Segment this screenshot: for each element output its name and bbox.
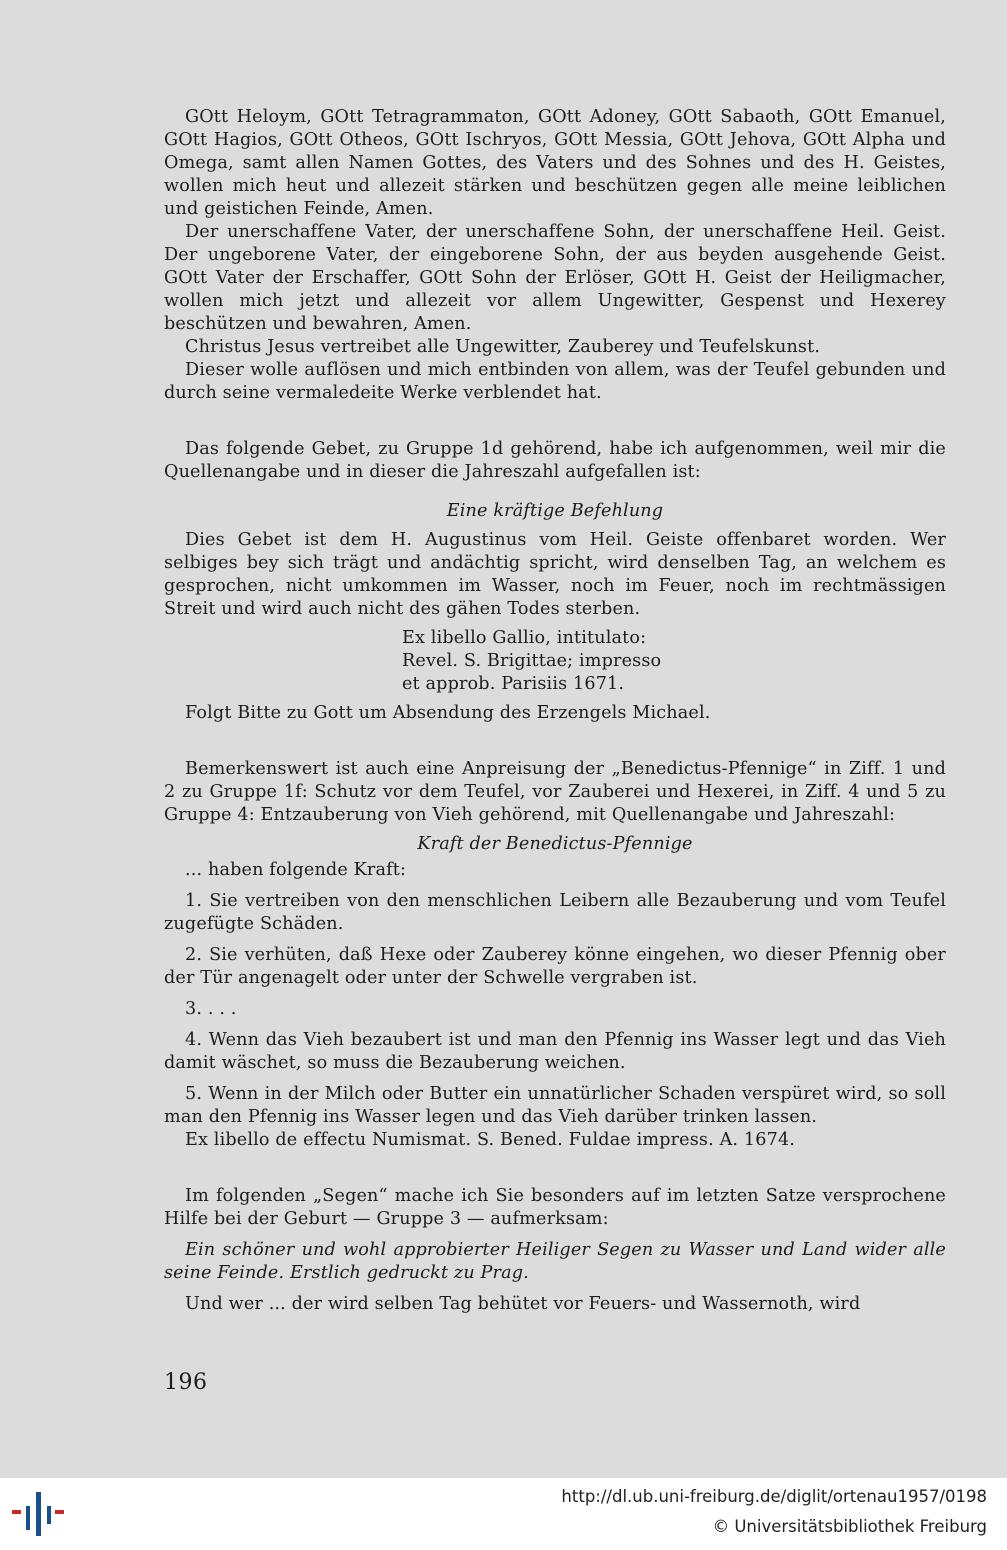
citation-line: et approb. Parisiis 1671. [402,674,625,694]
list-item: 4. Wenn das Vieh bezaubert ist und man den Pfennig ins Wasser legt und das Vieh damit wäschet, so muss die Bezauberung weichen. [164,1030,946,1073]
list-item: 3. . . . [185,999,237,1019]
citation-line: Ex libello Gallio, intitulato: [402,628,647,648]
section-title: Kraft der Benedictus-Pfennige [417,834,693,854]
list-item: 1. Sie vertreiben von den menschlichen Leibern alle Bezauberung und vom Teufel zugefügte Schäden. [164,891,946,934]
paragraph: Im folgenden „Segen“ mache ich Sie besonders auf im letzten Satze versprochene Hilfe bei der Geburt — Gruppe 3 — aufmerksam: [164,1186,946,1229]
copyright-notice: © Universitätsbibliothek Freiburg [712,1517,987,1536]
paragraph: Das folgende Gebet, zu Gruppe 1d gehörend, habe ich aufgenommen, weil mir die Quellenangabe und in dieser die Jahreszahl aufgefallen ist: [164,439,946,482]
paragraph: Dies Gebet ist dem H. Augustinus vom Heil. Geiste offenbaret worden. Wer selbiges bey sich trägt und andächtig spricht, wird denselben Tag, an welchem es gesprochen, nicht umkommen im Wasser, noch im Feuer, noch im rechtmässigen Streit und wird auch nicht des gähen Todes sterben. [164,530,946,619]
ub-freiburg-logo-icon [12,1492,64,1536]
paragraph: Und wer ... der wird selben Tag behütet vor Feuers- und Wassernoth, wird [185,1294,861,1314]
footer-bar [0,1478,1007,1550]
paragraph: Folgt Bitte zu Gott um Absendung des Erzengels Michael. [185,703,711,723]
paragraph: ... haben folgende Kraft: [185,860,407,880]
source-citation [402,627,946,696]
paragraph: Bemerkenswert ist auch eine Anpreisung der „Benedictus-Pfennige“ in Ziff. 1 und 2 zu Gruppe 1f: Schutz vor dem Teufel, vor Zauberei und Hexerei, in Ziff. 4 und 5 zu Gruppe 4: Entzauberung von Vieh gehörend, mit Quellenangabe und Jahreszahl: [164,759,946,825]
source-url-link[interactable]: http://dl.ub.uni-freiburg.de/diglit/ortenau1957/0198 [561,1487,987,1506]
paragraph: Dieser wolle auflösen und mich entbinden von allem, was der Teufel gebunden und durch seine vermaledeite Werke verblendet hat. [164,360,946,403]
page-number: 196 [164,1370,208,1395]
paragraph: Ein schöner und wohl approbierter Heiliger Segen zu Wasser und Land wider alle seine Feinde. Erstlich gedruckt zu Prag. [164,1240,946,1283]
paragraph: Ex libello de effectu Numismat. S. Bened. Fuldae impress. A. 1674. [185,1130,796,1150]
paragraph: GOtt Heloym, GOtt Tetragrammaton, GOtt Adoney, GOtt Sabaoth, GOtt Emanuel, GOtt Hagios, GOtt Otheos, GOtt Ischryos, GOtt Messia, GOtt Jehova, GOtt Alpha und Omega, samt allen Namen Gottes, des Vaters und des Sohnes und des H. Geistes, wollen mich heut und allezeit stärken und beschützen gegen alle meine leiblichen und geistichen Feinde, Amen. [164,107,946,219]
paragraph: Der unerschaffene Vater, der unerschaffene Sohn, der unerschaffene Heil. Geist. Der ungeborene Vater, der eingeborene Sohn, der aus beyden ausgehende Geist. GOtt Vater der Erschaffer, GOtt Sohn der Erlöser, GOtt H. Geist der Heiligmacher, wollen mich jetzt und allezeit vor allem Ungewitter, Gespenst und Hexerey beschützen und bewahren, Amen. [164,222,946,334]
section-title: Eine kräftige Befehlung [446,501,664,521]
list-item: 5. Wenn in der Milch oder Butter ein unnatürlicher Schaden verspüret wird, so soll man den Pfennig ins Wasser legen und das Vieh darüber trinken lassen. [164,1084,946,1127]
body-text [164,106,946,1316]
list-item: 2. Sie verhüten, daß Hexe oder Zauberey könne eingehen, wo dieser Pfennig ober der Tür angenagelt oder unter der Schwelle vergraben ist. [164,945,946,988]
citation-line: Revel. S. Brigittae; impresso [402,651,662,671]
paragraph: Christus Jesus vertreibet alle Ungewitter, Zauberey und Teufelskunst. [185,337,821,357]
